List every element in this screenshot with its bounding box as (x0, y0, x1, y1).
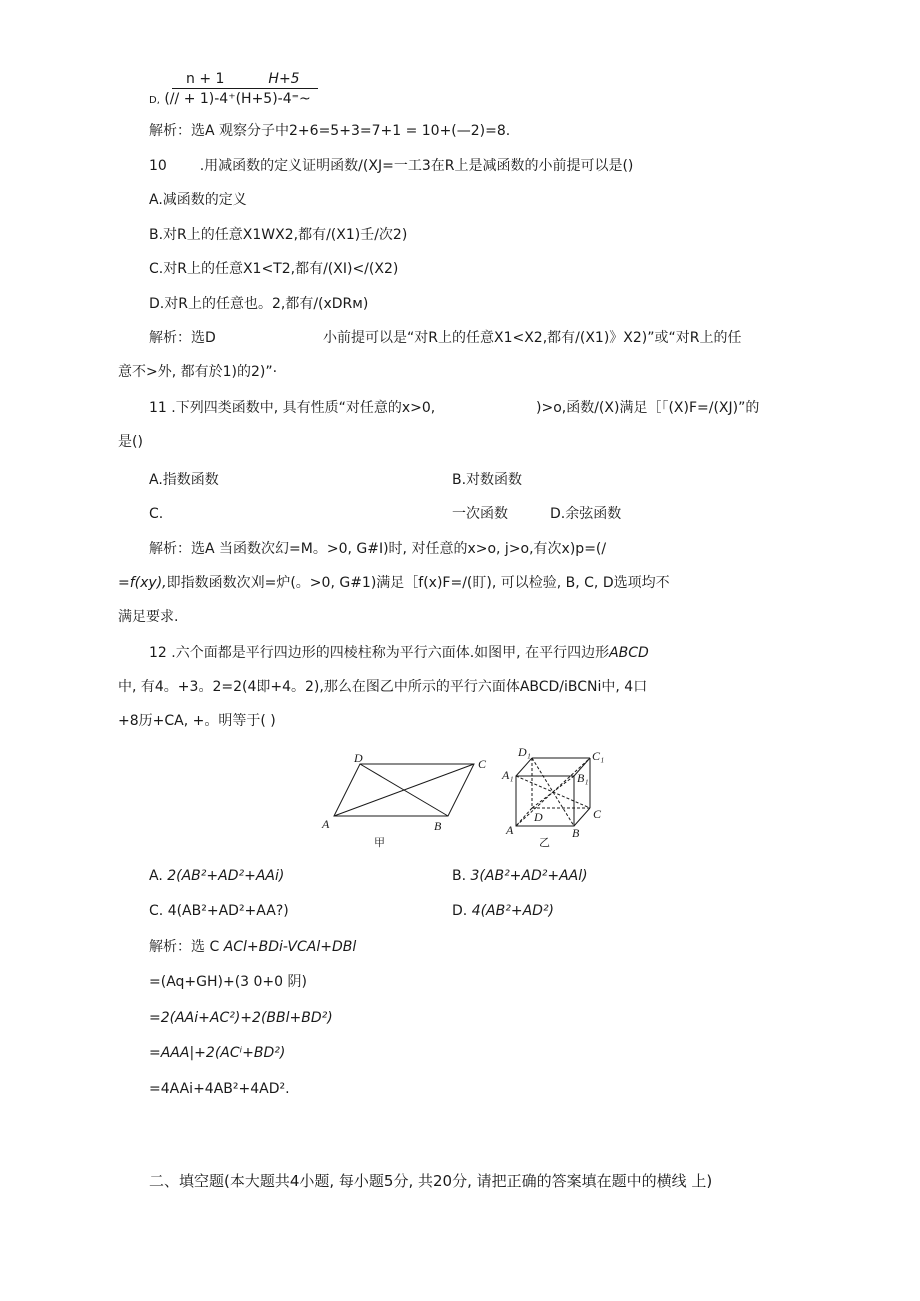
q12-option-d-text: 4(AB²+AD²) (471, 903, 555, 919)
q10-option-b: B.对R上的任意X1WX2,都有/(X1)壬/次2) (149, 227, 408, 243)
option-d-marker: D, (149, 95, 160, 106)
fig-yi-label-b1: B₁ (577, 771, 589, 785)
q12-option-c-text: 4(AB²+AD²+AA?) (167, 903, 289, 919)
q10-option-d: D.对R上的任意也。2,都有/(xDRм) (149, 296, 369, 312)
fig-yi-label-c: C (593, 807, 602, 821)
q12-solution (149, 937, 356, 957)
fig-jia-parallelogram (334, 764, 474, 816)
q11-option-d: D.余弦函数 (550, 506, 622, 522)
fig-yi-caption: 乙 (539, 836, 550, 849)
q12-option-d (452, 901, 554, 921)
q11-solution-line2 (118, 573, 670, 593)
q10-stem-text: .用减函数的定义证明函数/(XJ=一工3在R上是减函数的小前提可以是() (199, 158, 634, 174)
fig-yi-label-a1: A₁ (502, 768, 514, 782)
q12-step4: =4AAi+4AB²+4AD². (149, 1081, 290, 1097)
q12-option-a-text: 2(AB²+AD²+AAi) (167, 868, 285, 884)
q12-solution-a: 解析：选 C (149, 939, 220, 955)
q11-option-c-text: 一次函数 (452, 506, 508, 522)
option-d-expression: (// + 1)-4⁺(H+5)-4⁼~ (164, 91, 311, 107)
q11-stem-a: .下列四类函数中, 具有性质“对任意的x>0, (171, 400, 436, 416)
q11-option-a: A.指数函数 (149, 472, 219, 488)
fig-jia-label-a: A (322, 817, 330, 831)
q11-option-c: C. (149, 506, 164, 522)
q10-option-a: A.减函数的定义 (149, 192, 247, 208)
q12-option-a (149, 866, 284, 886)
q11-solution-line3: 满足要求. (118, 609, 179, 625)
q12-step1: =(Aq+GH)+(3 0+0 阴) (149, 974, 307, 990)
q12-stem-abcd: ABCD (609, 645, 649, 661)
option-d-denominator (149, 89, 311, 111)
q12-option-d-label: D. (452, 903, 468, 919)
q12-number: 12 (149, 645, 167, 661)
q10-solution-b: 小前提可以是“对R上的任意X1<X2,都有/(X1)》X2)”或“对R上的任 (323, 330, 742, 346)
q12-option-c-label: C. (149, 903, 164, 919)
q12-option-b (452, 866, 588, 886)
q11-solution-italic: =f(xy), (118, 575, 167, 591)
q11-stem-b: )>o,函数/(X)满足［「(X)F=/(XJ)”的 (536, 400, 760, 416)
q11-number: 11 (149, 400, 167, 416)
q12-stem-line2: 中, 有4。+3。2=2(4即+4。2),那么在图乙中所示的平行六面体ABCD/iBCNi中, 4口 (118, 679, 648, 695)
q12-solution-b: ACl+BDi-VCAl+DBl (223, 939, 357, 955)
q11-solution-line1: 解析：选A 当函数次幻=M。>0, G#I)时, 对任意的x>o, j>o,有次x)p=(/ (149, 541, 607, 557)
fig-yi-label-c1: C₁ (592, 749, 605, 763)
numerator-left: n + 1 (186, 71, 225, 87)
q11-option-b: B.对数函数 (452, 472, 523, 488)
fig-yi-label-d: D (534, 810, 543, 824)
figure-svg (318, 742, 608, 858)
q10-solution-line2: 意不>外, 都有於1)的2)”· (118, 364, 278, 380)
q12-stem-line3: +8历+CA, +。明等于( ) (118, 713, 276, 729)
q12-step2: =2(AAi+AC²)+2(BBl+BD²) (149, 1010, 333, 1026)
fig-jia-caption: 甲 (374, 836, 385, 849)
fig-jia-label-b: B (434, 819, 442, 833)
q9-solution: 解析：选A 观察分子中2+6=5+3=7+1 = 10+(—2)=8. (149, 123, 511, 139)
fig-jia-label-c: C (478, 757, 487, 771)
q12-stem-text: .六个面都是平行四边形的四棱柱称为平行六面体.如图甲, 在平行四边形 (171, 645, 610, 661)
q11-solution-line2-text: 即指数函数次刈=炉(。>0, G#1)满足［f(x)F=/(盯), 可以检验, B, C, D选项均不 (166, 575, 670, 591)
numerator-right: H+5 (268, 71, 300, 87)
q12-stem-line1 (149, 643, 649, 663)
section-2-heading: 二、填空题(本大题共4小题, 每小题5分, 共20分, 请把正确的答案填在题中的横线 上) (149, 1172, 713, 1190)
fig-yi-label-d1: D₁ (518, 745, 531, 759)
q12-option-b-label: B. (452, 868, 467, 884)
q12-figure (318, 742, 608, 858)
fig-jia-label-d: D (354, 751, 363, 765)
q10-solution-a: 解析：选D (149, 330, 216, 346)
q11-stem-line2: 是() (118, 434, 143, 450)
q12-option-a-label: A. (149, 868, 163, 884)
q11-stem (149, 398, 435, 418)
fig-yi-hidden-edges (516, 758, 590, 826)
q12-option-b-text: 3(AB²+AD²+AAl) (470, 868, 588, 884)
fig-yi-label-b: B (572, 826, 580, 840)
q12-step3: =AAA|+2(ACⁱ+BD²) (149, 1045, 286, 1061)
fig-yi-label-a: A (506, 823, 514, 837)
q12-option-c (149, 901, 289, 921)
q10-number: 10 (149, 158, 167, 174)
q10-stem (149, 156, 633, 176)
option-d-numerator (186, 71, 300, 87)
q10-option-c: C.对R上的任意X1<T2,都有/(XI)</(X2) (149, 261, 399, 277)
